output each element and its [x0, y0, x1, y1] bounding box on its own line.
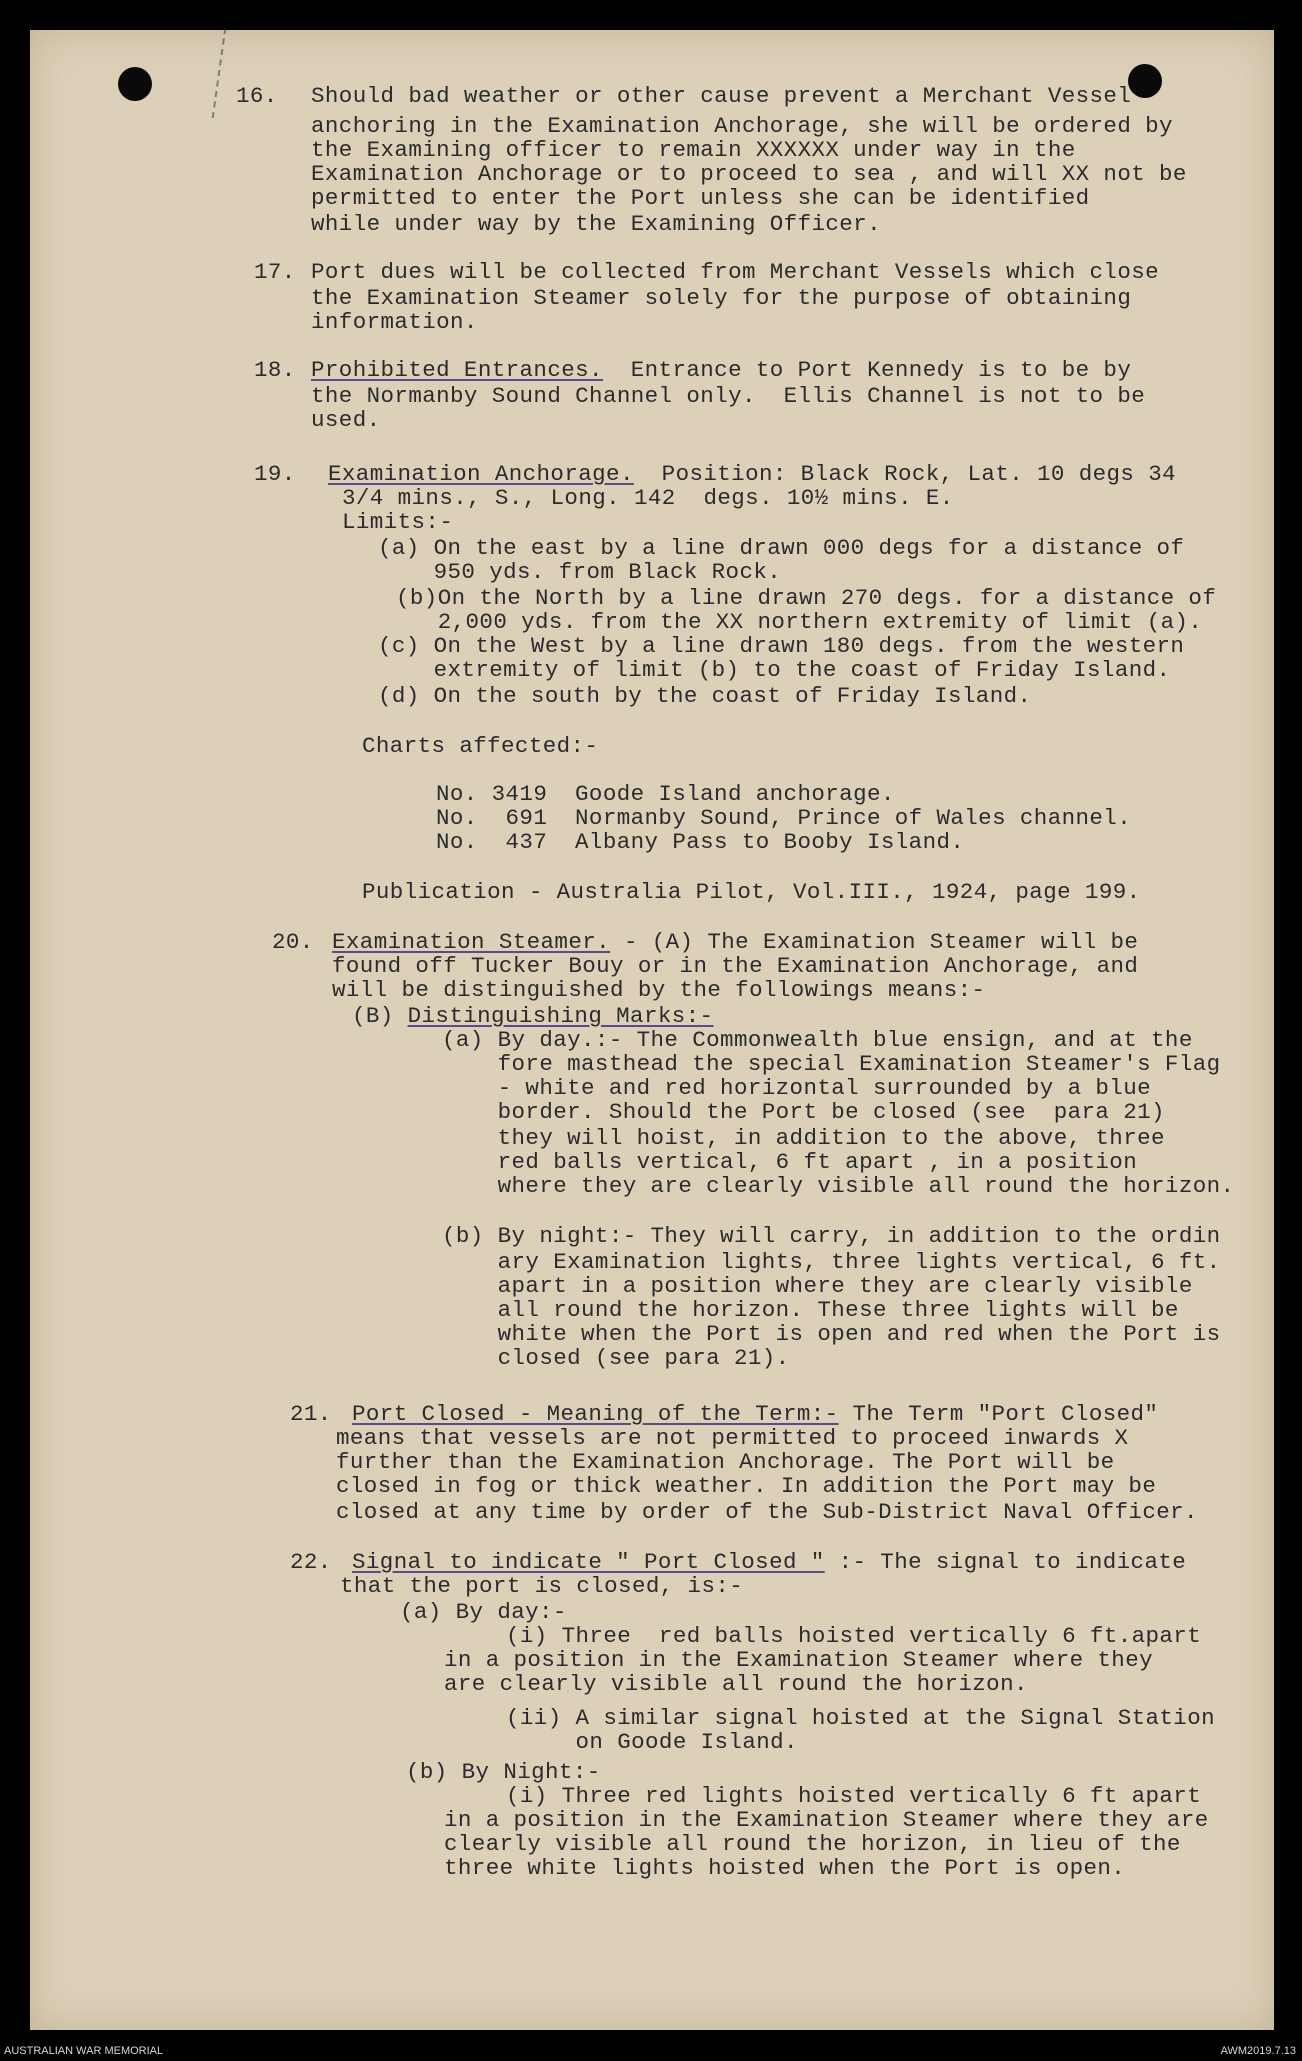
para-20-line: will be distinguished by the followings means:-	[332, 977, 986, 1003]
para-18-text: Entrance to Port Kennedy is to be by	[602, 357, 1132, 383]
para-20-day-line: red balls vertical, 6 ft apart , in a position	[442, 1149, 1138, 1175]
para-19-limit: extremity of limit (b) to the coast of Friday Island.	[378, 657, 1171, 683]
para-19-limit: 2,000 yds. from the XX northern extremity of limit (a).	[396, 609, 1203, 635]
para-20-b-heading: Distinguishing Marks:-	[407, 1003, 714, 1029]
para-17-line: information.	[311, 309, 478, 335]
para-22-day-line: (ii) A similar signal hoisted at the Signal Station	[506, 1705, 1216, 1731]
para-22-day-label: (a) By day:-	[400, 1599, 567, 1625]
para-20-night-line: all round the horizon. These three lights will be	[442, 1297, 1179, 1323]
para-22-first-line	[352, 1550, 1186, 1574]
para-22-night-line: three white lights hoisted when the Port is open.	[444, 1855, 1126, 1881]
para-19-limit: (d) On the south by the coast of Friday Island.	[378, 683, 1032, 709]
para-22-day-line: are clearly visible all round the horizon.	[444, 1671, 1028, 1697]
footer-reference: AWM2019.7.13	[1220, 2045, 1296, 2057]
para-16-line: the Examining officer to remain XXXXXX under way in the	[311, 137, 1076, 163]
para-22-heading: Signal to indicate " Port Closed "	[352, 1549, 825, 1575]
para-18-line: the Normanby Sound Channel only. Ellis Channel is not to be	[311, 383, 1146, 409]
para-20-first-line	[332, 930, 1138, 954]
para-20-day-line: they will hoist, in addition to the above, three	[442, 1125, 1165, 1151]
para-19-number: 19.	[254, 461, 296, 487]
para-21-line: means that vessels are not permitted to proceed inwards X	[336, 1425, 1129, 1451]
para-20-day-line: - white and red horizontal surrounded by a blue	[442, 1075, 1152, 1101]
para-20-day-line: fore masthead the special Examination Steamer's Flag	[442, 1051, 1221, 1077]
para-19-chart: No. 691 Normanby Sound, Prince of Wales channel.	[436, 805, 1132, 831]
para-22-day-line: in a position in the Examination Steamer where they	[444, 1647, 1154, 1673]
para-19-line: 3/4 mins., S., Long. 142 degs. 10½ mins. E.	[342, 485, 954, 511]
para-20-night-line: white when the Port is open and red when the Port is	[442, 1321, 1221, 1347]
para-20-night-line: closed (see para 21).	[442, 1345, 790, 1371]
para-16-line: permitted to enter the Port unless she can be identified	[311, 185, 1090, 211]
para-16-line: Should bad weather or other cause prevent a Merchant Vessel	[311, 83, 1132, 109]
para-21-text: The Term "Port Closed"	[838, 1401, 1159, 1427]
para-18-number: 18.	[254, 357, 296, 383]
para-19-text: Position: Black Rock, Lat. 10 degs 34	[633, 461, 1177, 487]
para-20-night-line: (b) By night:- They will carry, in addition to the ordin	[442, 1223, 1221, 1249]
para-20-night-line: ary Examination lights, three lights vertical, 6 ft.	[442, 1249, 1221, 1275]
para-20-b-line	[352, 1004, 713, 1028]
para-17-line: Port dues will be collected from Merchant Vessels which close	[311, 259, 1160, 285]
para-17-line: the Examination Steamer solely for the purpose of obtaining	[311, 285, 1132, 311]
para-21-line: further than the Examination Anchorage. The Port will be	[336, 1449, 1115, 1475]
para-19-heading: Examination Anchorage.	[328, 461, 634, 487]
para-22-day-line: (i) Three red balls hoisted vertically 6 ft.apart	[506, 1623, 1202, 1649]
footer-institution: AUSTRALIAN WAR MEMORIAL	[4, 2045, 164, 2057]
para-19-limit: 950 yds. from Black Rock.	[378, 559, 782, 585]
punch-hole	[1128, 64, 1162, 98]
para-19-limit: (a) On the east by a line drawn 000 degs for a distance of	[378, 535, 1185, 561]
para-20-day-line: where they are clearly visible all round the horizon.	[442, 1173, 1235, 1199]
para-20-line: found off Tucker Bouy or in the Examination Anchorage, and	[332, 953, 1139, 979]
para-19-chart: No. 437 Albany Pass to Booby Island.	[436, 829, 965, 855]
para-16-line: while under way by the Examining Officer.	[311, 211, 881, 237]
para-19-first-line	[328, 462, 1176, 486]
para-18-line: used.	[311, 407, 381, 433]
para-19-publication: Publication - Australia Pilot, Vol.III., 1924, page 199.	[362, 879, 1141, 905]
para-22-number: 22.	[290, 1549, 332, 1575]
para-21-heading: Port Closed - Meaning of the Term:-	[352, 1401, 839, 1427]
para-22-night-line: in a position in the Examination Steamer where they are	[444, 1807, 1209, 1833]
para-16-line: Examination Anchorage or to proceed to sea , and will XX not be	[311, 161, 1187, 187]
para-19-charts-label: Charts affected:-	[362, 733, 599, 759]
para-18-heading: Prohibited Entrances.	[311, 357, 603, 383]
para-21-first-line	[352, 1402, 1158, 1426]
para-22-night-line: clearly visible all round the horizon, in lieu of the	[444, 1831, 1181, 1857]
para-20-day-line: (a) By day.:- The Commonwealth blue ensign, and at the	[442, 1027, 1193, 1053]
para-19-chart: No. 3419 Goode Island anchorage.	[436, 781, 895, 807]
para-19-limit: (b)On the North by a line drawn 270 degs. for a distance of	[396, 585, 1217, 611]
punch-hole	[118, 67, 152, 101]
para-20-heading: Examination Steamer.	[332, 929, 611, 955]
para-22-night-line: (i) Three red lights hoisted vertically 6 ft apart	[506, 1783, 1202, 1809]
para-21-line: closed at any time by order of the Sub-District Naval Officer.	[336, 1499, 1198, 1525]
para-22-day-line: on Goode Island.	[506, 1729, 798, 1755]
para-20-day-line: border. Should the Port be closed (see para 21)	[442, 1099, 1165, 1125]
para-19-limit: (c) On the West by a line drawn 180 degs. from the western	[378, 633, 1185, 659]
para-22-night-label: (b) By Night:-	[406, 1759, 601, 1785]
para-21-number: 21.	[290, 1401, 332, 1427]
para-22-text: :- The signal to indicate	[824, 1549, 1187, 1575]
para-18-first-line	[311, 358, 1131, 382]
para-17-number: 17.	[254, 259, 296, 285]
para-16-number: 16.	[236, 83, 278, 109]
para-22-line: that the port is closed, is:-	[340, 1573, 744, 1599]
para-21-line: closed in fog or thick weather. In addition the Port may be	[336, 1473, 1157, 1499]
para-20-night-line: apart in a position where they are clearly visible	[442, 1273, 1193, 1299]
para-19-limits-label: Limits:-	[342, 509, 454, 535]
archive-footer	[0, 2041, 1302, 2061]
para-20-text: - (A) The Examination Steamer will be	[610, 929, 1139, 955]
para-20-b-label: (B)	[352, 1003, 408, 1029]
para-20-number: 20.	[272, 929, 314, 955]
para-16-line: anchoring in the Examination Anchorage, she will be ordered by	[311, 113, 1173, 139]
